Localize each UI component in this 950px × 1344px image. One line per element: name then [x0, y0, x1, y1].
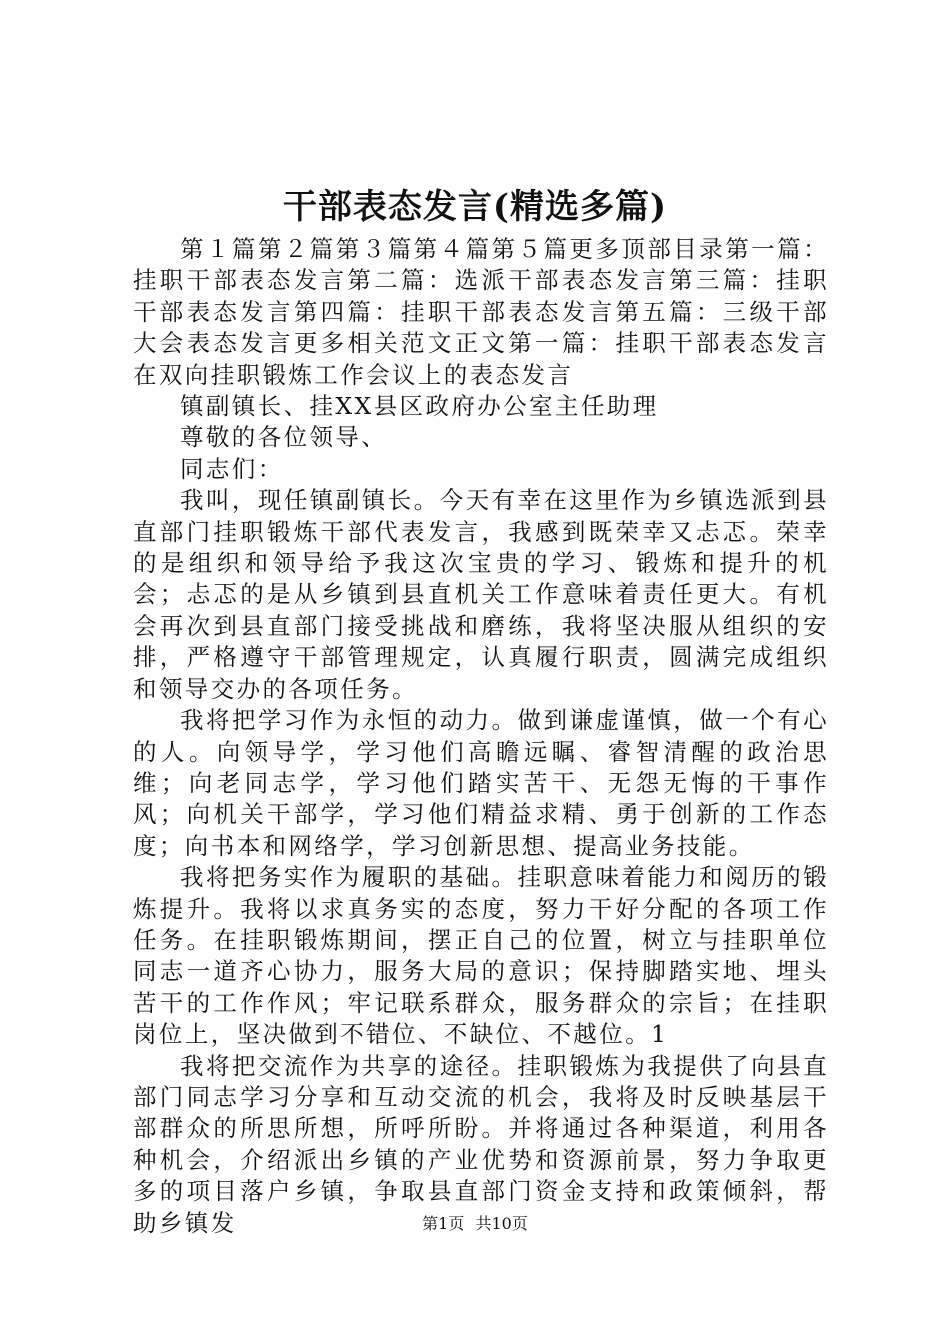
paragraph-speaker-position: 镇副镇长、挂XX县区政府办公室主任助理: [180, 392, 659, 421]
paragraph-learning: 我将把学习作为永恒的动力。做到谦虚谨慎，做一个有心的人。向领导学，学习他们高瞻远瞩、睿智清醒的政治思维；向老同志学，学习他们踏实苦干、无怨无悔的干事作风；向机关干部学，学习他们精益求精、勇于创新的工作态度；向书本和网络学，学习创新思想、提高业务技能。: [133, 706, 829, 860]
page-number: 第1页: [422, 1214, 465, 1233]
document-body: [133, 234, 829, 1239]
paragraph-introduction: 我叫，现任镇副镇长。今天有幸在这里作为乡镇选派到县直部门挂职锻炼干部代表发言，我感到既荣幸又忐忑。荣幸的是组织和领导给予我这次宝贵的学习、锻炼和提升的机会；忐忑的是从乡镇到县直机关工作意味着责任更大。有机会再次到县直部门接受挑战和磨练，我将坚决服从组织的安排，严格遵守干部管理规定，认真履行职责，圆满完成组织和领导交办的各项任务。: [133, 486, 829, 703]
paragraph-exchange: 我将把交流作为共享的途径。挂职锻炼为我提供了向县直部门同志学习分享和互动交流的机会，我将及时反映基层干部群众的所思所想，所呼所盼。并将通过各种渠道，利用各种机会，介绍派出乡镇的产业优势和资源前景，努力争取更多的项目落户乡镇，争取县直部门资金支持和政策倾斜，帮助乡镇发: [133, 1051, 829, 1237]
page-total: 共10页: [475, 1214, 528, 1233]
document-title: 干部表态发言(精选多篇): [282, 187, 668, 227]
paragraph-salutation-leaders: 尊敬的各位领导、: [180, 423, 388, 452]
page-footer: [0, 1213, 950, 1235]
paragraph-salutation-comrades: 同志们：: [180, 454, 284, 483]
paragraph-toc: 第１篇第２篇第３篇第４篇第５篇更多顶部目录第一篇：挂职干部表态发言第二篇：选派干部表态发言第三篇：挂职干部表态发言第四篇：挂职干部表态发言第五篇：三级干部大会表态发言更多相关范文正文第一篇：挂职干部表态发言在双向挂职锻炼工作会议上的表态发言: [133, 235, 829, 389]
paragraph-pragmatism: 我将把务实作为履职的基础。挂职意味着能力和阅历的锻炼提升。我将以求真务实的态度，努力干好分配的各项工作任务。在挂职锻炼期间，摆正自己的位置，树立与挂职单位同志一道齐心协力，服务大局的意识；保持脚踏实地、埋头苦干的工作作风；牢记联系群众，服务群众的宗旨；在挂职岗位上，坚决做到不错位、不缺位、不越位。1: [133, 863, 829, 1049]
